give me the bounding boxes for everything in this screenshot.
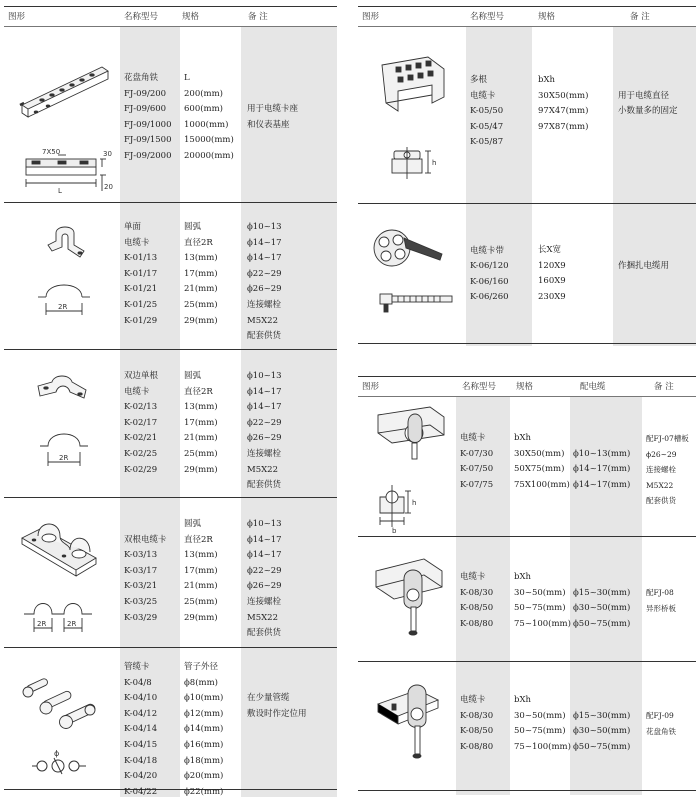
spec-line: 29(mm): [184, 612, 218, 623]
note-line: ϕ22~29: [247, 565, 282, 576]
name-line: K-06/160: [470, 276, 509, 287]
spec-line: 160X9: [538, 276, 566, 287]
name-line: K-04/20: [124, 771, 158, 782]
name-line: K-04/12: [124, 708, 158, 719]
multi-cable-clamp-figure: [372, 51, 458, 191]
spec-line: 600(mm): [184, 104, 223, 115]
double-cable-clamp-figure: [12, 510, 112, 640]
note-line: [247, 660, 307, 676]
fig-label: 30: [103, 150, 112, 158]
cable-line: [573, 431, 630, 447]
name-line: 电缆卡: [124, 237, 150, 248]
note-line: ϕ14~17: [247, 402, 282, 413]
name-line: K-03/17: [124, 565, 158, 576]
spec-line: 1000(mm): [184, 119, 229, 130]
table-row: [358, 662, 696, 791]
note-line: 作捆扎电缆用: [618, 261, 670, 272]
fig-label: h: [432, 159, 437, 167]
single-cable-clamp-figure: [24, 221, 104, 331]
note-cell: [646, 585, 676, 616]
spec-cell: [184, 369, 218, 478]
spec-line: 50~75(mm): [514, 726, 566, 737]
name-line: K-08/30: [460, 710, 494, 721]
header-figure: 图形: [362, 12, 380, 22]
name-line: FJ-09/200: [124, 88, 167, 99]
spec-line: 200(mm): [184, 88, 223, 99]
note-line: ϕ22~29: [247, 268, 282, 279]
spec-line: bXh: [538, 75, 555, 85]
spec-line: ϕ12(mm): [184, 708, 224, 719]
name-line: FJ-09/1000: [124, 119, 172, 130]
cable-cell: [573, 570, 630, 632]
header-note: 备 注: [654, 382, 674, 392]
note-line: 在少量管缆: [247, 693, 290, 704]
pipe-clamp-figure: [14, 662, 110, 787]
name-line: K-07/50: [460, 464, 494, 475]
header-note: 备 注: [630, 12, 650, 22]
cable-line: ϕ30~50(mm): [573, 726, 631, 737]
spec-line: 直径2R: [184, 386, 213, 397]
name-cell: [124, 660, 157, 797]
header-name: 名称型号: [462, 382, 497, 392]
spec-line: 21(mm): [184, 433, 218, 444]
spec-line: 21(mm): [184, 284, 218, 295]
note-line: 连接螺栓: [247, 448, 282, 459]
name-line: K-05/47: [470, 121, 504, 132]
name-line: K-01/17: [124, 268, 158, 279]
table-row: [4, 203, 337, 350]
fig-label: 7X50: [42, 148, 61, 156]
spec-cell: [184, 71, 234, 165]
spec-line: 25(mm): [184, 448, 218, 459]
name-line: K-02/21: [124, 433, 158, 444]
name-line: K-01/29: [124, 315, 158, 326]
name-cell: [124, 517, 167, 626]
spec-line: 17(mm): [184, 268, 218, 279]
right-bottom-table-header: [358, 376, 696, 397]
header-spec: 规格: [516, 382, 534, 392]
name-cell: [460, 431, 493, 493]
table-row: [4, 350, 337, 498]
note-line: 配FJ-08: [646, 588, 674, 597]
note-line: ϕ26~29: [247, 433, 282, 444]
left-table-header: [4, 6, 337, 27]
spec-line: 25(mm): [184, 596, 218, 607]
spec-cell: [514, 570, 571, 632]
spec-line: ϕ14(mm): [184, 724, 224, 735]
note-line: ϕ14~17: [247, 550, 282, 561]
name-line: K-08/50: [460, 603, 494, 614]
name-cell: [460, 693, 493, 755]
note-cell: [247, 369, 282, 494]
spec-cell: [538, 73, 588, 135]
name-line: K-01/13: [124, 253, 158, 264]
cable-line: [573, 570, 630, 586]
cable-line: ϕ15~30(mm): [573, 587, 631, 598]
spec-line: 17(mm): [184, 417, 218, 428]
spec-line: 管子外径: [184, 662, 219, 672]
name-line: K-08/50: [460, 726, 494, 737]
note-line: 连接螺栓: [646, 465, 676, 475]
name-line: 双边单根: [124, 371, 159, 381]
table-row: [358, 27, 696, 204]
spec-line: 25(mm): [184, 299, 218, 310]
name-cell: [470, 228, 509, 306]
name-line: K-01/21: [124, 284, 158, 295]
header-spec: 规格: [538, 12, 556, 22]
note-line: [247, 676, 307, 692]
spec-line: ϕ20(mm): [184, 771, 224, 782]
note-line: 配FJ-07槽板: [646, 434, 689, 443]
spec-line: 97X87(mm): [538, 121, 589, 132]
name-line: 电缆卡: [460, 695, 486, 705]
spec-line: 50~75(mm): [514, 603, 566, 614]
note-line: ϕ10~13: [247, 519, 282, 529]
name-line: K-04/15: [124, 739, 158, 750]
spec-line: 直径2R: [184, 237, 213, 248]
name-line: 单面: [124, 222, 142, 232]
spec-line: 长X宽: [538, 245, 562, 255]
note-line: ϕ26~29: [247, 284, 282, 295]
table-row: [358, 204, 696, 344]
spec-line: 17(mm): [184, 565, 218, 576]
spec-line: 50X75(mm): [514, 464, 565, 475]
note-cell: [646, 431, 689, 509]
name-line: FJ-09/1500: [124, 135, 172, 146]
spec-line: bXh: [514, 433, 531, 443]
name-cell: [124, 369, 158, 478]
name-line: K-04/22: [124, 786, 158, 797]
name-line: 电缆卡: [460, 572, 486, 582]
spec-cell: [514, 693, 571, 755]
header-name: 名称型号: [124, 12, 159, 22]
cable-tie-figure: [368, 218, 464, 328]
name-line: K-06/260: [470, 292, 509, 303]
name-cell: [470, 73, 503, 151]
name-line: K-01/25: [124, 299, 158, 310]
name-line: 电缆卡: [460, 433, 486, 443]
spec-cell: [538, 243, 566, 305]
note-cell: [618, 228, 669, 275]
name-line: K-08/80: [460, 741, 494, 752]
spec-line: L: [184, 73, 190, 83]
spec-cell: [184, 660, 223, 797]
name-line: K-04/8: [124, 677, 152, 688]
name-line: K-08/30: [460, 587, 494, 598]
cable-line: ϕ10~13(mm): [573, 448, 631, 459]
name-line: FJ-09/600: [124, 104, 167, 115]
note-line: [618, 228, 669, 244]
spec-line: 30X50(mm): [538, 90, 589, 101]
spec-line: 29(mm): [184, 464, 218, 475]
note-cell: [618, 73, 678, 120]
note-line: [618, 244, 669, 260]
note-cell: [646, 708, 676, 739]
spec-line: 30~50(mm): [514, 710, 566, 721]
header-name: 名称型号: [470, 12, 505, 22]
spec-line: 75~100(mm): [514, 618, 571, 629]
note-line: 用于电缆卡座: [247, 104, 299, 115]
spec-line: 圆弧: [184, 222, 202, 232]
table-row: [358, 537, 696, 662]
note-line: M5X22: [646, 480, 674, 490]
spec-line: 230X9: [538, 291, 566, 302]
name-line: 电缆卡带: [470, 245, 505, 256]
spec-cell: [184, 517, 218, 626]
name-line: 管缆卡: [124, 662, 150, 672]
note-line: [247, 71, 298, 87]
name-line: 电缆卡: [470, 90, 496, 101]
table-row: [4, 498, 337, 648]
note-cell: [247, 71, 298, 133]
name-line: K-03/29: [124, 612, 158, 623]
spec-line: 29(mm): [184, 315, 218, 326]
name-line: K-03/13: [124, 550, 158, 561]
note-cell: [247, 660, 307, 722]
name-line: [124, 517, 167, 533]
note-line: 异形桥板: [646, 603, 676, 613]
angle-iron-figure: [14, 57, 114, 197]
right-bottom-table: [358, 376, 696, 795]
note-line: [618, 73, 678, 89]
fig-label: 20: [104, 183, 113, 191]
fig-label: 2R: [37, 620, 47, 628]
spec-line: 20000(mm): [184, 150, 234, 161]
note-line: 配套供货: [247, 480, 282, 491]
note-cell: [247, 517, 282, 642]
right-top-table: [358, 6, 696, 346]
cable-cell: [573, 693, 630, 755]
name-cell: [460, 570, 493, 632]
cable-line: ϕ30~50(mm): [573, 603, 631, 614]
note-line: 配套供货: [247, 628, 282, 639]
spec-cell: [184, 220, 218, 329]
note-line: M5X22: [247, 612, 278, 623]
name-line: K-07/75: [460, 479, 494, 490]
fig-label: b: [392, 527, 397, 535]
spec-line: 21(mm): [184, 581, 218, 592]
left-table: [4, 6, 337, 797]
name-line: K-08/80: [460, 618, 494, 629]
note-line: 配套供货: [247, 331, 282, 342]
note-line: ϕ10~13: [247, 222, 282, 232]
name-line: K-04/18: [124, 755, 158, 766]
note-line: [247, 87, 298, 103]
cable-line: [573, 693, 630, 709]
spec-line: bXh: [514, 572, 531, 582]
fig-label: ϕ: [54, 749, 60, 758]
name-line: [470, 228, 509, 244]
note-line: ϕ14~17: [247, 534, 282, 545]
note-line: M5X22: [247, 464, 278, 475]
name-line: FJ-09/2000: [124, 150, 172, 161]
spec-line: 30~50(mm): [514, 587, 566, 598]
spec-line: 13(mm): [184, 550, 218, 561]
note-line: 配套供货: [646, 496, 676, 506]
angle-iron-clamp-figure: [368, 676, 454, 780]
name-line: 多根: [470, 75, 488, 85]
fig-label: h: [412, 499, 417, 507]
note-line: ϕ14~17: [247, 253, 282, 264]
header-figure: 图形: [8, 12, 26, 22]
header-spec: 规格: [182, 12, 200, 22]
name-line: K-02/25: [124, 448, 158, 459]
spec-line: 97X47(mm): [538, 106, 589, 117]
spec-line: 直径2R: [184, 534, 213, 545]
note-line: 配FJ-09: [646, 711, 674, 720]
cable-line: ϕ50~75(mm): [573, 618, 631, 629]
spec-line: ϕ18(mm): [184, 755, 224, 766]
table-row: [4, 27, 337, 203]
spec-line: 13(mm): [184, 253, 218, 264]
spec-line: ϕ22(mm): [184, 786, 224, 797]
spec-line: 15000(mm): [184, 135, 234, 146]
fig-label: 2R: [58, 303, 68, 311]
note-line: ϕ22~29: [247, 417, 282, 428]
table-row: [4, 648, 337, 797]
name-line: K-07/30: [460, 448, 494, 459]
cable-line: ϕ14~17(mm): [573, 464, 631, 475]
note-line: M5X22: [247, 315, 278, 326]
name-line: K-03/25: [124, 596, 158, 607]
spec-line: 圆弧: [184, 371, 202, 381]
header-note: 备 注: [248, 12, 268, 22]
note-line: 用于电缆直径: [618, 90, 670, 101]
cable-line: ϕ15~30(mm): [573, 710, 631, 721]
note-cell: [247, 220, 282, 345]
spec-line: ϕ10(mm): [184, 693, 224, 704]
fig-label: 2R: [67, 620, 77, 628]
fig-label: L: [58, 187, 62, 195]
spec-line: 13(mm): [184, 402, 218, 413]
note-line: 小数量多的固定: [618, 106, 678, 117]
note-line: ϕ26~29: [247, 581, 282, 592]
name-line: K-05/50: [470, 106, 504, 117]
note-line: 连接螺栓: [247, 299, 282, 310]
tray-cable-clamp-figure: [368, 405, 454, 535]
spec-line: ϕ16(mm): [184, 739, 224, 750]
name-line: K-04/14: [124, 724, 158, 735]
note-line: 连接螺栓: [247, 596, 282, 607]
note-line: 敷设时作定位用: [247, 708, 307, 719]
cable-line: ϕ50~75(mm): [573, 741, 631, 752]
table-row: [358, 397, 696, 537]
right-top-table-header: [358, 6, 696, 27]
header-cable: 配电缆: [580, 382, 606, 392]
cable-cell: [573, 431, 630, 493]
fig-label: 2R: [59, 454, 69, 462]
spec-line: bXh: [514, 695, 531, 705]
name-line: K-03/21: [124, 581, 158, 592]
spec-line: 75X100(mm): [514, 479, 570, 490]
note-line: 花盘角铁: [646, 726, 676, 736]
note-line: ϕ26~29: [646, 449, 677, 459]
name-line: K-05/87: [470, 137, 504, 148]
name-line: 花盘角铁: [124, 73, 159, 83]
name-line: K-06/120: [470, 261, 509, 272]
bridge-plate-clamp-figure: [368, 551, 454, 651]
name-line: K-02/17: [124, 417, 158, 428]
name-cell: [124, 220, 157, 329]
name-line: 电缆卡: [124, 386, 150, 397]
name-line: 双根电缆卡: [124, 534, 167, 545]
name-line: K-04/10: [124, 693, 158, 704]
double-side-clamp-figure: [24, 372, 104, 482]
cable-line: ϕ14~17(mm): [573, 479, 631, 490]
spec-cell: [514, 431, 570, 493]
spec-line: 75~100(mm): [514, 741, 571, 752]
note-line: ϕ14~17: [247, 386, 282, 397]
name-line: K-02/13: [124, 402, 158, 413]
note-line: ϕ10~13: [247, 371, 282, 381]
spec-line: 圆弧: [184, 519, 202, 529]
name-cell: [124, 71, 172, 165]
note-line: ϕ14~17: [247, 237, 282, 248]
header-figure: 图形: [362, 382, 380, 392]
spec-line: 120X9: [538, 260, 566, 271]
note-line: 和仪表基座: [247, 119, 290, 130]
spec-line: 30X50(mm): [514, 448, 565, 459]
spec-line: ϕ8(mm): [184, 677, 218, 688]
name-line: K-02/29: [124, 464, 158, 475]
